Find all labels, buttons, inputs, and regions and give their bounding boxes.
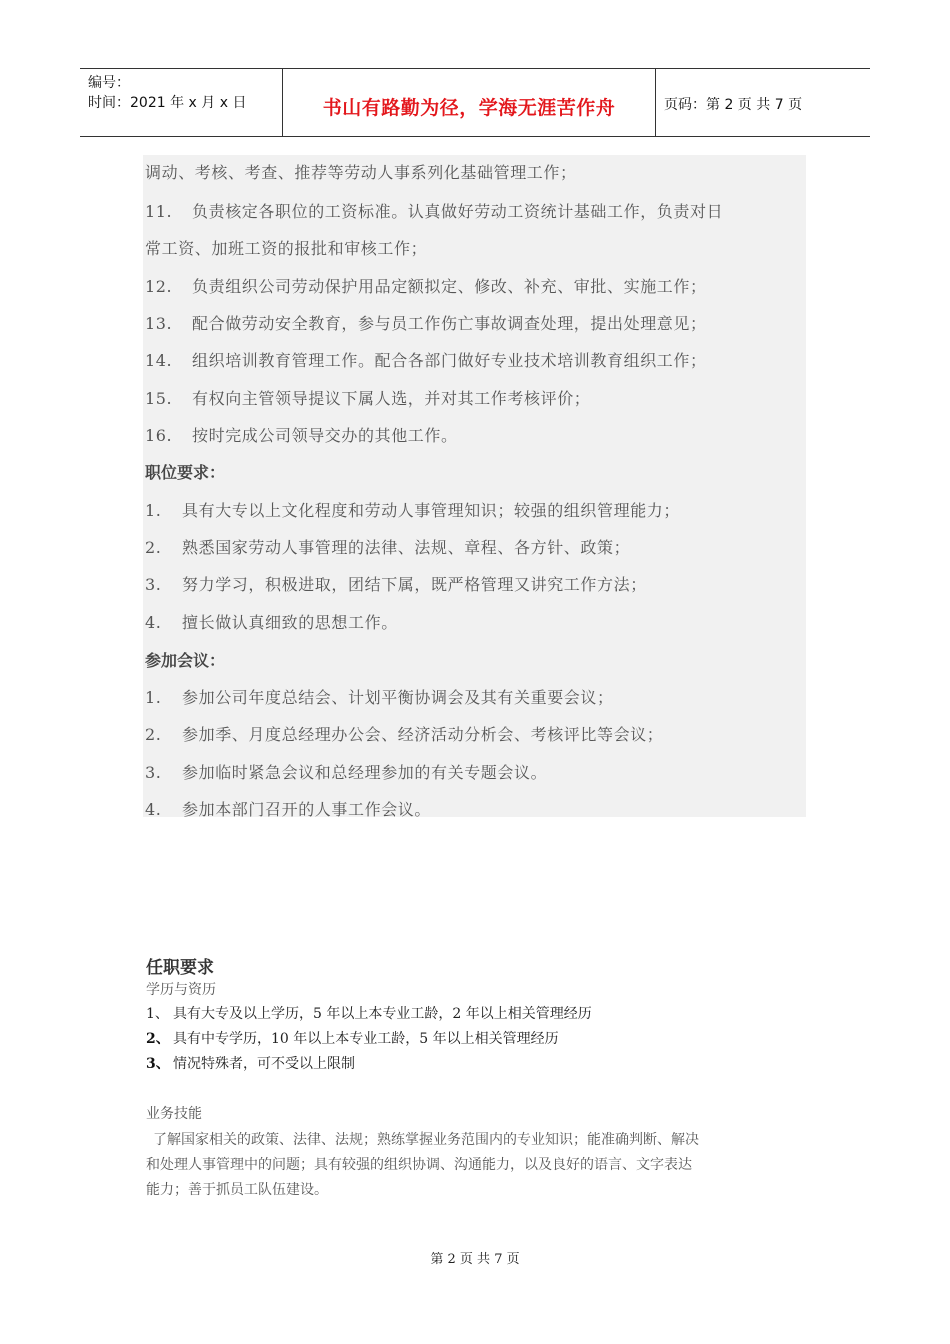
header-info-cell [80, 69, 283, 136]
skills-paragraph-line-3: 能力；善于抓员工队伍建设。 [146, 1182, 328, 1198]
page-footer-number: 第 2 页 共 7 页 [430, 1252, 520, 1267]
list-number: 14. [145, 351, 173, 370]
list-text: 努力学习，积极进取，团结下属，既严格管理又讲究工作方法； [182, 575, 647, 594]
list-text: 组织培训教育管理工作。配合各部门做好专业技术培训教育组织工作； [192, 351, 707, 370]
duty-item-16 [145, 423, 458, 446]
list-text: 熟悉国家劳动人事管理的法律、法规、章程、各方针、政策； [182, 538, 631, 557]
skills-paragraph-line-1: 了解国家相关的政策、法律、法规；熟练掌握业务范围内的专业知识；能准确判断、解决 [153, 1132, 699, 1148]
list-number: 11. [145, 202, 173, 221]
meetings-heading: 参加会议： [145, 651, 226, 670]
list-number: 1、 [146, 1006, 169, 1022]
duty-item-14 [145, 348, 707, 371]
list-text: 负责组织公司劳动保护用品定额拟定、修改、补充、审批、实施工作； [192, 277, 707, 296]
header-motto: 书山有路勤为径，学海无涯苦作舟 [322, 97, 616, 119]
list-number: 16. [145, 426, 173, 445]
list-text: 擅长做认真细致的思想工作。 [182, 613, 398, 632]
list-number: 2. [145, 538, 162, 557]
list-text: 具有中专学历，10 年以上本专业工龄，5 年以上相关管理经历 [173, 1031, 559, 1047]
education-item-2 [146, 1028, 559, 1048]
list-text: 参加公司年度总结会、计划平衡协调会及其有关重要会议； [182, 688, 614, 707]
list-number: 3. [145, 575, 162, 594]
list-text: 具有大专以上文化程度和劳动人事管理知识；较强的组织管理能力； [182, 501, 681, 520]
position-requirement-3 [145, 572, 647, 595]
meeting-item-3 [145, 760, 547, 783]
list-number: 12. [145, 277, 173, 296]
list-text: 具有大专及以上学历，5 年以上本专业工龄，2 年以上相关管理经历 [173, 1006, 592, 1022]
list-text: 负责核定各职位的工资标准。认真做好劳动工资统计基础工作，负责对日 [192, 202, 724, 221]
position-requirement-4 [145, 610, 398, 633]
education-heading: 学历与资历 [146, 982, 216, 998]
list-text: 有权向主管领导提议下属人选，并对其工作考核评价； [192, 389, 591, 408]
list-text: 情况特殊者，可不受以上限制 [173, 1056, 355, 1072]
list-number: 3. [145, 763, 162, 782]
skills-heading: 业务技能 [146, 1106, 202, 1122]
list-text: 参加本部门召开的人事工作会议。 [182, 800, 432, 819]
header-motto-cell [283, 69, 656, 136]
education-item-3 [146, 1053, 355, 1073]
list-number: 13. [145, 314, 173, 333]
header-page-number: 页码：第 2 页 共 7 页 [664, 97, 803, 113]
list-text: 配合做劳动安全教育，参与员工作伤亡事故调查处理，提出处理意见； [192, 314, 707, 333]
duty-item-12 [145, 274, 707, 297]
education-item-1 [146, 1003, 592, 1023]
list-number: 2、 [146, 1031, 170, 1047]
meeting-item-4 [145, 797, 431, 820]
document-time-label: 时间：2021 年 x 月 x 日 [88, 95, 247, 111]
duty-item-13 [145, 311, 707, 334]
list-number: 1. [145, 688, 162, 707]
list-number: 2. [145, 725, 162, 744]
list-number: 15. [145, 389, 173, 408]
list-text: 按时完成公司领导交办的其他工作。 [192, 426, 458, 445]
list-text: 参加季、月度总经理办公会、经济活动分析会、考核评比等会议； [182, 725, 664, 744]
duty-item-15 [145, 386, 590, 409]
list-number: 3、 [146, 1056, 170, 1072]
position-requirements-heading: 职位要求： [145, 463, 226, 482]
duty-item-11 [145, 199, 723, 222]
list-number: 4. [145, 800, 162, 819]
list-number: 4. [145, 613, 162, 632]
position-requirement-2 [145, 535, 630, 558]
duty-item-11-continued: 常工资、加班工资的报批和审核工作； [145, 239, 428, 258]
list-text: 参加临时紧急会议和总经理参加的有关专题会议。 [182, 763, 548, 782]
job-requirements-title: 任职要求 [146, 958, 214, 978]
meeting-item-2 [145, 722, 663, 745]
duty-continued-line: 调动、考核、考查、推荐等劳动人事系列化基础管理工作； [145, 163, 577, 182]
skills-paragraph-line-2: 和处理人事管理中的问题；具有较强的组织协调、沟通能力，以及良好的语言、文字表达 [146, 1157, 692, 1173]
list-number: 1. [145, 501, 162, 520]
document-number-label: 编号： [88, 75, 130, 91]
page-header [80, 68, 870, 137]
meeting-item-1 [145, 685, 614, 708]
position-requirement-1 [145, 498, 680, 521]
header-page-cell [656, 69, 870, 136]
